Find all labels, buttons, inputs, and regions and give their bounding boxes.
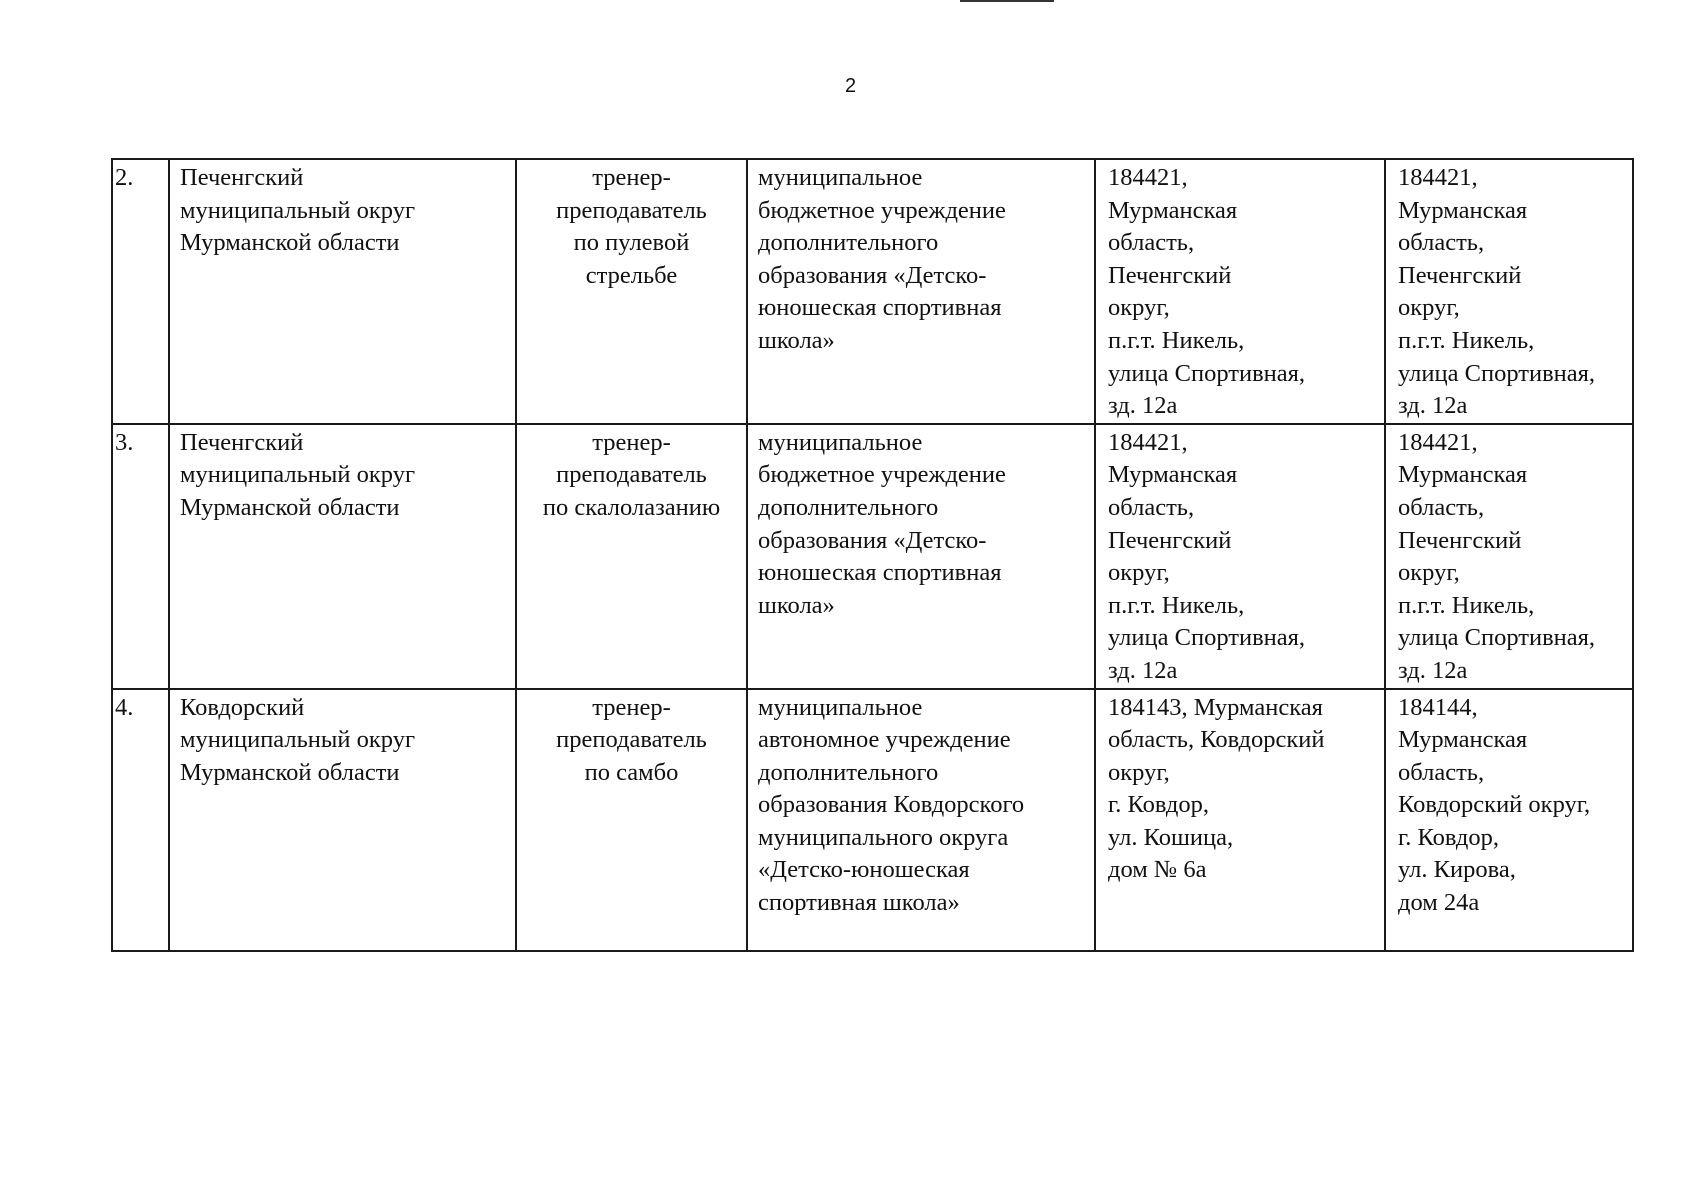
actual-address-cell: 184421, Мурманская область, Печенгский округ, п.г.т. Никель, улица Спортивная, зд. 12а	[1385, 424, 1633, 689]
legal-address-cell: 184421, Мурманская область, Печенгский округ, п.г.т. Никель, улица Спортивная, зд. 12а	[1095, 424, 1385, 689]
district-cell: Печенгский муниципальный округ Мурманской области	[169, 159, 516, 424]
organization-cell: муниципальное бюджетное учреждение дополнительного образования «Детско- юношеская спортивная школа»	[747, 159, 1095, 424]
legal-address-cell: 184143, Мурманская область, Ковдорский округ, г. Ковдор, ул. Кошица, дом № 6а	[1095, 689, 1385, 951]
organization-cell: муниципальное автономное учреждение дополнительного образования Ковдорского муниципального округа «Детско-юношеская спортивная школа»	[747, 689, 1095, 951]
row-number: 4.	[112, 689, 169, 951]
position-cell: тренер- преподаватель по скалолазанию	[516, 424, 747, 689]
top-rule	[960, 0, 1054, 2]
row-number: 2.	[112, 159, 169, 424]
table-row	[112, 689, 1633, 951]
row-number: 3.	[112, 424, 169, 689]
actual-address-cell: 184421, Мурманская область, Печенгский округ, п.г.т. Никель, улица Спортивная, зд. 12а	[1385, 159, 1633, 424]
position-cell: тренер- преподаватель по пулевой стрельбе	[516, 159, 747, 424]
table-row	[112, 159, 1633, 424]
organization-cell: муниципальное бюджетное учреждение дополнительного образования «Детско- юношеская спортивная школа»	[747, 424, 1095, 689]
legal-address-cell: 184421, Мурманская область, Печенгский округ, п.г.т. Никель, улица Спортивная, зд. 12а	[1095, 159, 1385, 424]
actual-address-cell: 184144, Мурманская область, Ковдорский округ, г. Ковдор, ул. Кирова, дом 24а	[1385, 689, 1633, 951]
district-cell: Печенгский муниципальный округ Мурманской области	[169, 424, 516, 689]
data-table	[111, 158, 1634, 952]
position-cell: тренер- преподаватель по самбо	[516, 689, 747, 951]
district-cell: Ковдорский муниципальный округ Мурманской области	[169, 689, 516, 951]
table-row	[112, 424, 1633, 689]
page-number: 2	[844, 75, 857, 97]
